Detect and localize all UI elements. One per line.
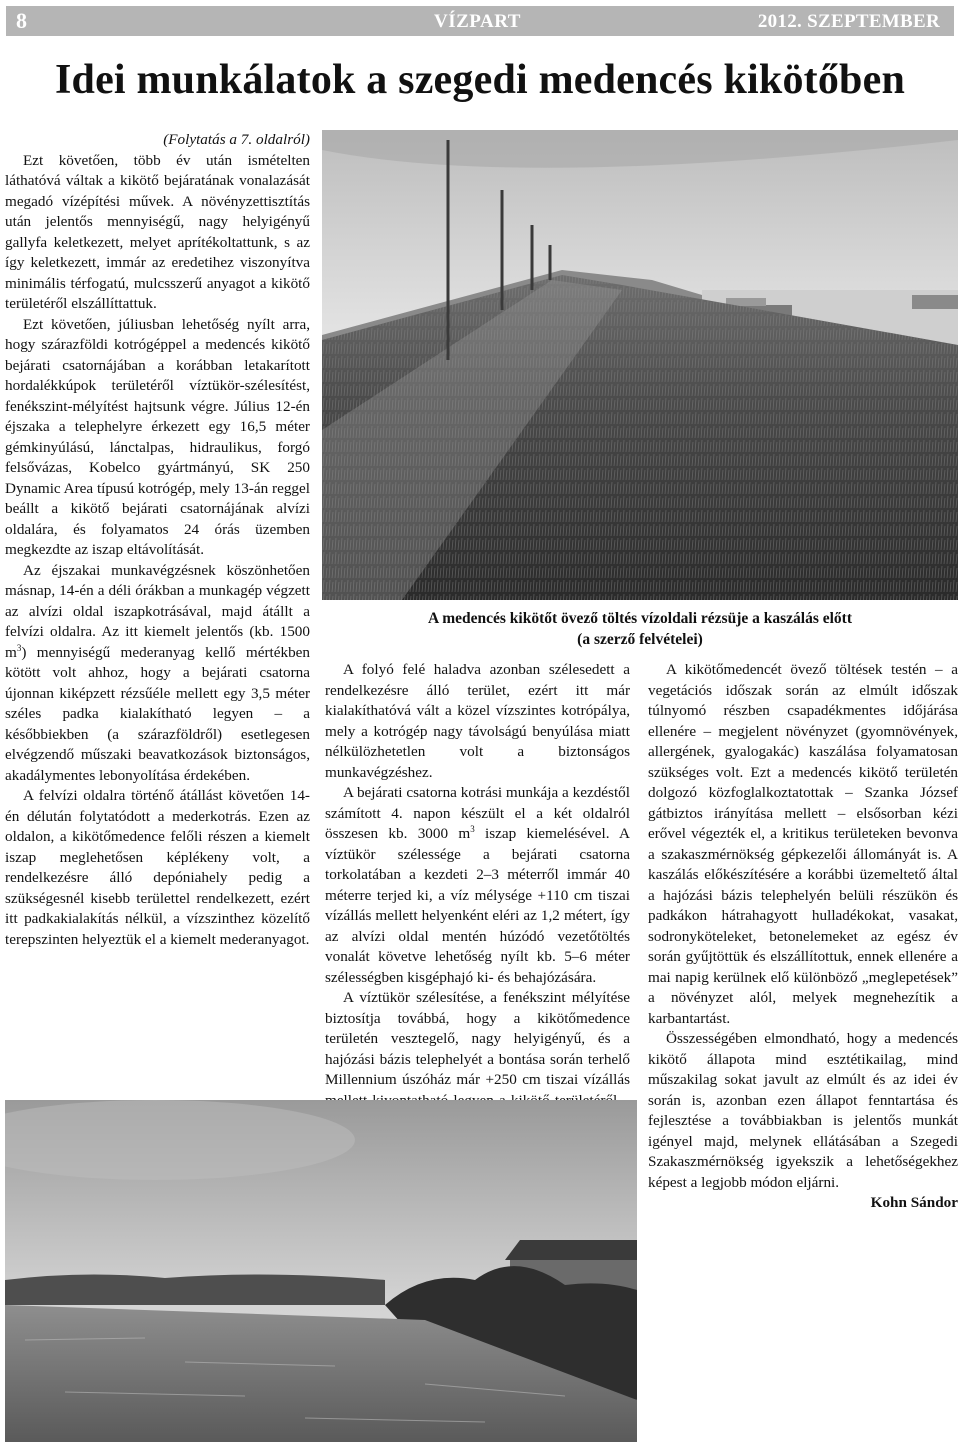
page-header	[6, 6, 954, 36]
paragraph: Összességében elmondható, hogy a medencés kikötő állapota mind esztétikailag, mind műszakilag sokat javult az elmúlt és az idei év során is, azonban ezen állapot fenntartása és fejlesztése a továbbiakban is jelentős munkát igényel majd, melynek ellátásában a Szegedi Szakaszmérnökség igyekszik a lehetőségekhez képest a legjobb módon eljárni.	[648, 1030, 958, 1191]
article-column-1	[5, 130, 310, 950]
paragraph: A kikötőmedencét övező töltések testén – a vegetációs időszak során az elmúlt időszak túlnyomó részben csapadékmentes időjárása ellenére – megjelent növényzet (gyomnövények, allergének, gyalogakác) kaszálása folyamatosan szükséges volt. Ezt a medencés kikötő területén dolgozó közfoglalkoztatottak – Szanka József gátbiztos irányítása mellett – elsősorban kézi erővel végezték el, a kritikus területeken bevonva a szakaszmérnökség gépkezelői állományát is. A kaszálás előkészítésére a korábbi üzemeltető által a hajózási bázis telephelyén belüli részükön és padkákon hátrahagyott hulladékokat, vasakat, sodronyköteleket, betonelemeket az egész év során gyűjtöttük és elszállítottuk, ennek ellenére a mai napig kerülnek elő különböző „meglepetések” a növényzet alól, melyek megnehezítik a karbantartást.	[648, 661, 958, 1027]
paragraph: A bejárati csatorna kotrási munkája a kezdéstől számított 4. napon készült el a két oldalról összesen kb. 3000 $m^3$ iszap kiemelésével. A víztükör szélessége a bejárati csatorna torkolatában a kezdeti 2–3 méterről immár 40 méterre terjed ki, a víz mélysége +110 cm tiszai vízállás mellett helyenként eléri az 1,2 métert, így az alvízi oldal mentén húzódó vezetőtöltés vonalát követve lehetőség nyílt kb. 5–6 méter szélességben kisgéphajó ki- és behajózására.	[325, 784, 630, 986]
paragraph: A felvízi oldalra történő átállást követően 14-én délután folytatódott a mederkotrás. Ezen az oldalon, a kikötőmedence felőli részen a kiemelt iszap meglehetősen képlékeny volt, a rendelkezésre álló depóniahely pedig a szükségesnél kisebb területtel rendelkezett, ezért itt padkakialakítás nélkül, a vízszinthez közelítő terepszinten helyeztük el a kiemelt mederanyagot.	[5, 787, 310, 948]
paragraph: Ezt követően, több év után ismételten láthatóvá váltak a kikötő bejáratának vonalazását megadó vízépítési művek. A növényzettisztítás után jelentős mennyiségű, nagy helyigényű gallyfa keletkezett, melyet aprítékoltattunk, s az így keletkezett, immár az eredetihez viszonyítva minimális térfogatú, mulcsszerű anyagot a kikötő területéről elszállíttattuk.	[5, 151, 310, 312]
embankment-photo	[322, 130, 958, 600]
caption-line: A medencés kikötőt övező töltés vízoldali rézsüje a kaszálás előtt	[427, 610, 853, 627]
caption-credit: (a szerző felvételei)	[577, 631, 703, 648]
issue-date: 2012. SZEPTEMBER	[757, 11, 940, 32]
publication-name: VÍZPART	[434, 11, 521, 32]
photo-caption	[360, 608, 920, 650]
paragraph: A folyó felé haladva azonban szélesedett a rendelkezésre álló terület, ezért itt már kialakíthatóvá vált a közel vízszintes kotrópálya, mely a kotrógép nagy távolságú benyúlása miatt nélkülözhetetlen volt a biztonságos munkavégzéshez.	[325, 661, 630, 781]
article-column-3	[648, 660, 958, 1214]
paragraph: Az éjszakai munkavégzésnek köszönhetően másnap, 14-én a déli órákban a munkagép végzett az alvízi oldal iszapkotrásával, majd átállt a felvízi oldalra. Az itt kiemelt jelentős (kb. 1500 $m^3$) mennyiségű mederanyag kellő mértékben kötött volt ahhoz, hogy a bejárati csatorna újonnan kiképzett rézsűéle mellett egy 3,5 méter széles padka kialakítható legyen – a későbbiekben (a szárazföldről) esetlegesen elvégzendő műszaki beavatkozások biztonságos, akadálymentes lebonyolítása érdekében.	[5, 561, 310, 784]
article-column-2	[325, 660, 630, 1173]
paragraph: A víztükör szélesítése, a fenékszint mélyítése biztosítja továbbá, hogy a kikötőmedence területén vesztegelő, nagy helyigényű, és a hajózási bázis telephelyét a bontása során terhelő Millennium úszóház már +250 cm tiszai vízállás	[325, 989, 630, 1088]
paragraph: Ezt követően, júliusban lehetőség nyílt arra, hogy szárazföldi kotrógéppel a medencés kikötő bejárati csatornájában a korábban letakarított hordalékkúpok területéről víztükör-szélesítést, fenékszint-mélyítést hajtsunk végre. Július 12-én éjszaka a telephelyre érkezett egy 16,5 méter gémkinyúlású, lánctalpas, hidraulikus, forgó felsővázas, Kobelco gyártmányú, SK 250 Dynamic Area típusú kotrógép, mely 13-án reggel beállt a kikötő bejárati csatornájának alvízi oldalára, és folyamatos 24 órás üzemben megkezdte az iszap eltávolítását.	[5, 315, 310, 558]
river-photo	[5, 1100, 637, 1442]
continued-from-note: (Folytatás a 7. oldalról)	[163, 131, 310, 148]
author-name: Kohn Sándor	[870, 1194, 958, 1211]
page-number: 8	[16, 8, 27, 33]
article-headline: Idei munkálatok a szegedi medencés kikötőben	[54, 57, 906, 103]
